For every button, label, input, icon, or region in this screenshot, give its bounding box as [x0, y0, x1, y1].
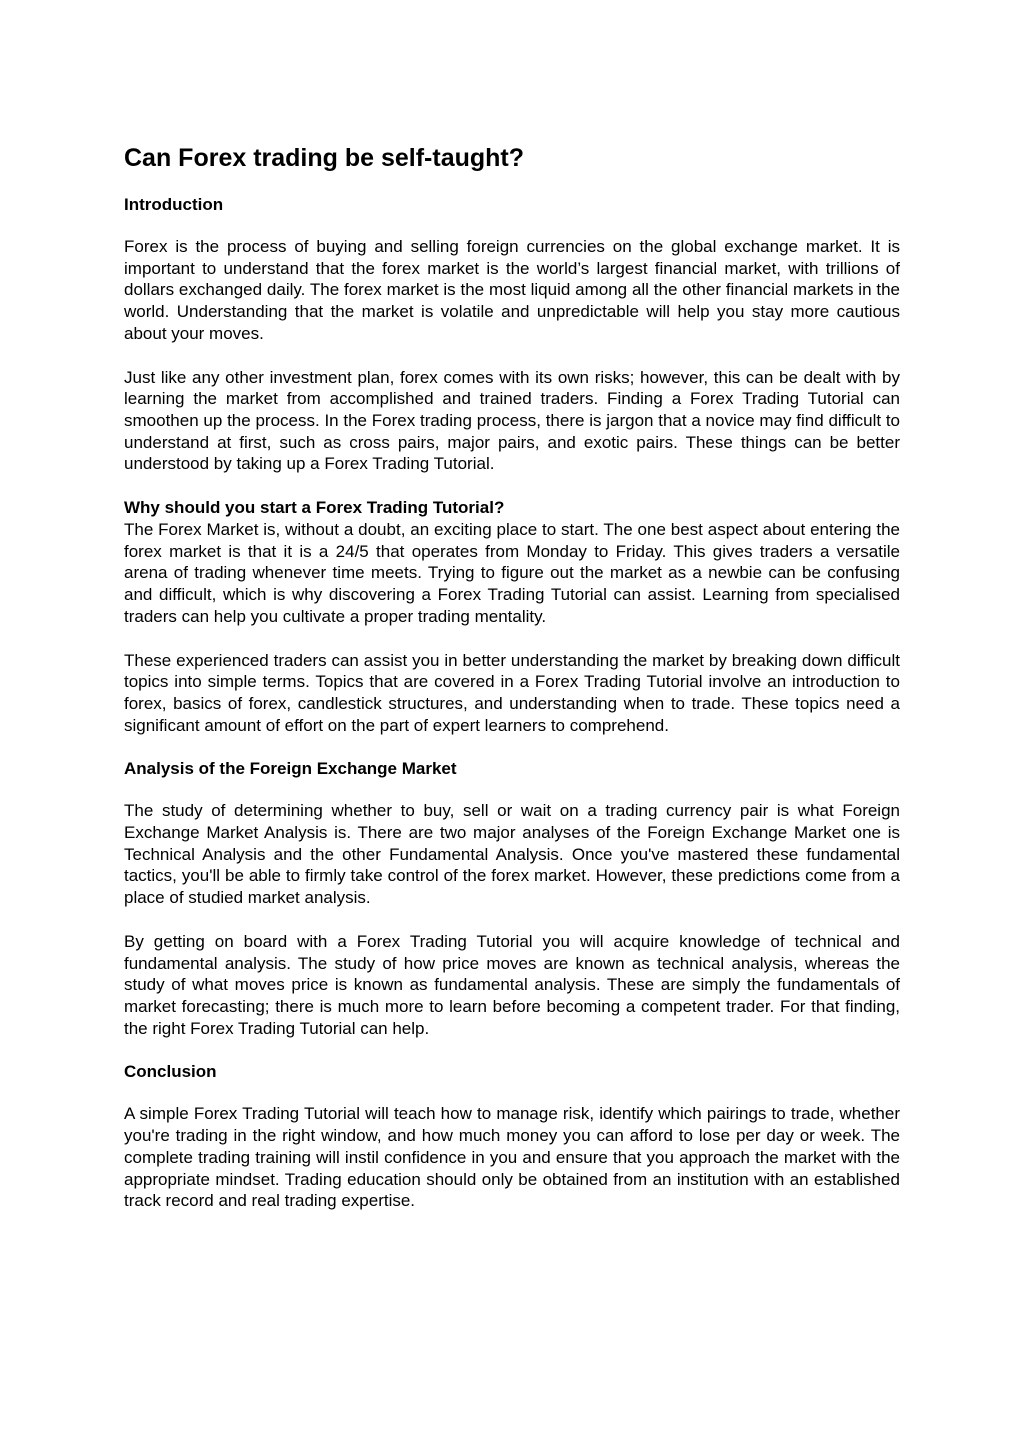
- document-page: [124, 142, 900, 1212]
- paragraph-conclusion-1: A simple Forex Trading Tutorial will teach how to manage risk, identify which pairings to trade, whether you're trading in the right window, and how much money you can afford to lose per day or week. The complete trading training will instil confidence in you and ensure that you approach the market with the appropriate mindset. Trading education should only be obtained from an institution with an established track record and real trading expertise.: [124, 1104, 900, 1211]
- paragraph-why-start-1: The Forex Market is, without a doubt, an exciting place to start. The one best aspect about entering the forex market is that it is a 24/5 that operates from Monday to Friday. This gives traders a versatile arena of trading whenever time meets. Trying to figure out the market as a newbie can be confusing and difficult, which is why discovering a Forex Trading Tutorial can assist. Learning from specialised traders can help you cultivate a proper trading mentality.: [124, 520, 900, 626]
- paragraph-analysis-1: The study of determining whether to buy, sell or wait on a trading currency pair is what Foreign Exchange Market Analysis is. There are two major analyses of the Foreign Exchange Market one is Technical Analysis and the other Fundamental Analysis. Once you've mastered these fundamental tactics, you'll be able to firmly take control of the forex market. However, these predictions come from a place of studied market analysis.: [124, 801, 900, 908]
- paragraph-why-start-2: These experienced traders can assist you in better understanding the market by breaking down difficult topics into simple terms. Topics that are covered in a Forex Trading Tutorial involve an introduction to forex, basics of forex, candlestick structures, and understanding when to trade. These topics need a significant amount of effort on the part of expert learners to comprehend.: [124, 650, 900, 735]
- section-heading-analysis: Analysis of the Foreign Exchange Market: [124, 759, 457, 779]
- section-heading-introduction: Introduction: [124, 195, 224, 214]
- section-heading-why-start: Why should you start a Forex Trading Tutorial?: [124, 498, 505, 518]
- section-heading-conclusion: Conclusion: [124, 1062, 217, 1082]
- paragraph-introduction-2: Just like any other investment plan, forex comes with its own risks; however, this can be dealt with by learning the market from accomplished and trained traders. Finding a Forex Trading Tutorial can smoothen up the process. In the Forex trading process, there is jargon that a novice may find difficult to understand at first, such as cross pairs, major pairs, and exotic pairs. These things can be better understood by taking up a Forex Trading Tutorial.: [124, 367, 900, 474]
- paragraph-introduction-1: Forex is the process of buying and selling foreign currencies on the global exchange market. It is important to understand that the forex market is the world’s largest financial market, with trillions of dollars exchanged daily. The forex market is the most liquid among all the other financial markets in the world. Understanding that the market is volatile and unpredictable will help you stay more cautious about your moves.: [124, 237, 900, 343]
- document-title: Can Forex trading be self-taught?: [124, 144, 525, 172]
- paragraph-analysis-2: By getting on board with a Forex Trading Tutorial you will acquire knowledge of technical and fundamental analysis. The study of how price moves are known as technical analysis, whereas the study of what moves price is known as fundamental analysis. These are simply the fundamentals of market forecasting; there is much more to learn before becoming a competent trader. For that finding, the right Forex Trading Tutorial can help.: [124, 931, 900, 1038]
